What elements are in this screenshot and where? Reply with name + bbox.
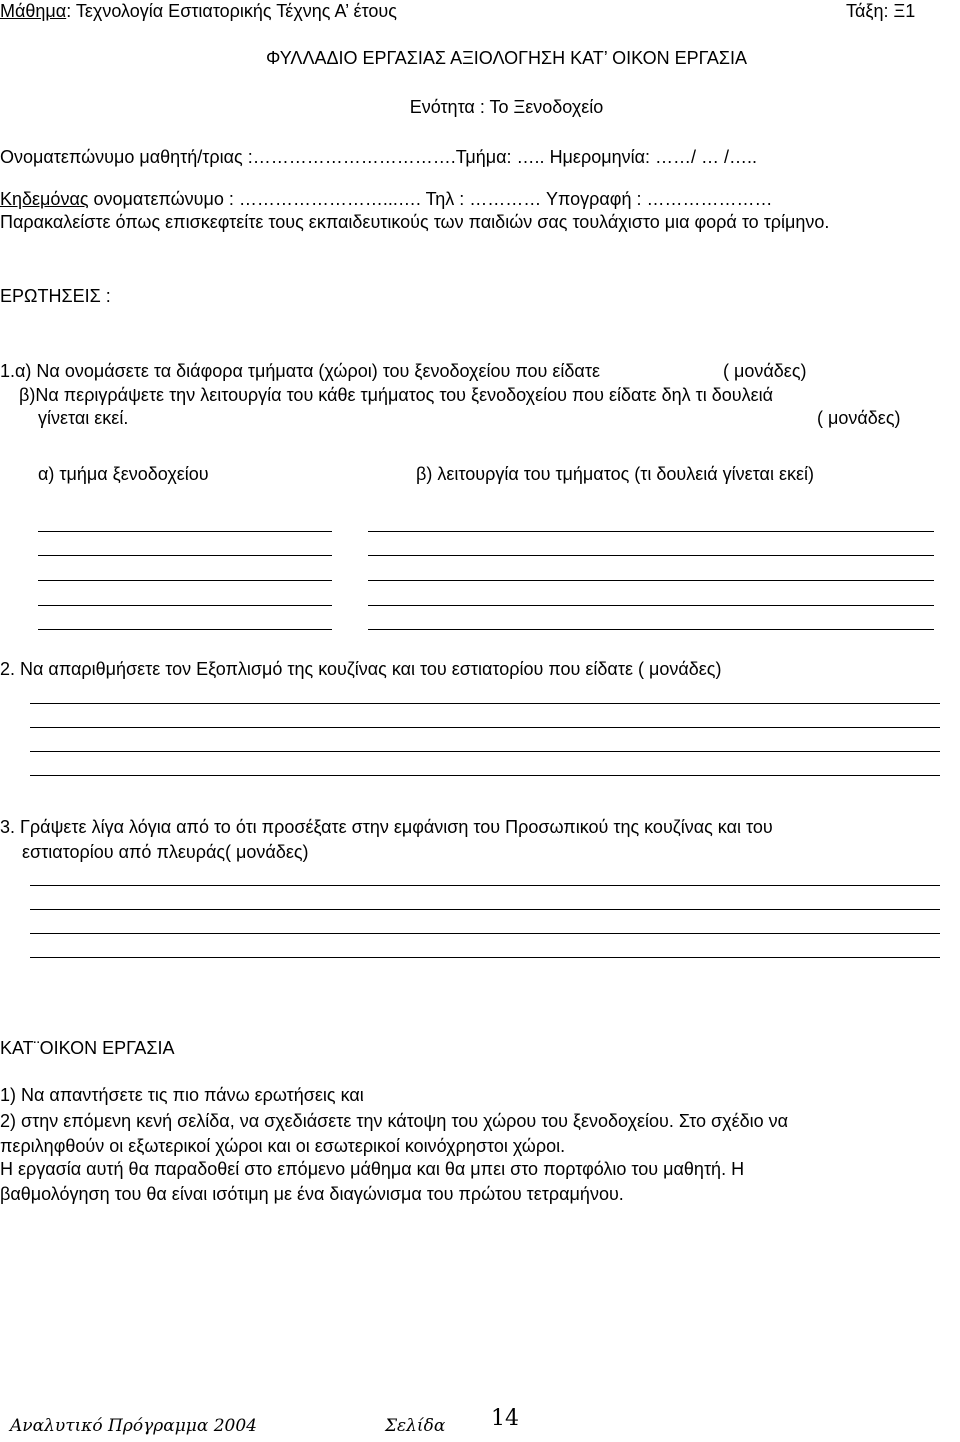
homework-heading: ΚΑΤ¨ΟΙΚΟΝ ΕΡΓΑΣΙΑ	[0, 1038, 175, 1058]
homework-item-2-line-1: 2) στην επόμενη κενή σελίδα, να σχεδιάσετε την κάτοψη του χώρου του ξενοδοχείου. Στο σχέδιο να	[0, 1111, 789, 1131]
q3-answer-line[interactable]	[30, 885, 940, 886]
footer-page-label: Σελίδα	[385, 1416, 446, 1436]
homework-paragraph-line-2: βαθμολόγηση του θα είναι ισότιμη με ένα διαγώνισμα του πρώτου τετραμήνου.	[0, 1184, 624, 1204]
q2-answer-line[interactable]	[30, 727, 940, 728]
q2-answer-line[interactable]	[30, 703, 940, 704]
class-label: Τάξη: Ξ1	[846, 1, 916, 21]
q1b-text: β)Να περιγράψετε την λειτουργία του κάθε τμήματος του ξενοδοχείου που είδατε δηλ τι δουλειά	[19, 385, 774, 405]
q3-answer-line[interactable]	[30, 909, 940, 910]
q1a-answer-line[interactable]	[38, 629, 332, 630]
col-b-header: β) λειτουργία του τμήματος (τι δουλειά γίνεται εκεί)	[416, 464, 814, 484]
q1a-answer-line[interactable]	[38, 580, 332, 581]
footer-page-number: 14	[491, 1406, 519, 1431]
q1b-answer-line[interactable]	[368, 580, 934, 581]
worksheet-title: ΦΥΛΛΑΔΙΟ ΕΡΓΑΣΙΑΣ ΑΞΙΟΛΟΓΗΣΗ ΚΑΤ’ ΟΙΚΟΝ ΕΡΓΑΣΙΑ	[265, 48, 748, 68]
student-info-line: Ονοματεπώνυμο μαθητή/τριας :…………………………….Τμήμα: ….. Ημερομηνία: ……/ … /…..	[0, 147, 758, 167]
q2-answer-line[interactable]	[30, 775, 940, 776]
guardian-info-line	[0, 188, 772, 210]
q1a-text: 1.α) Να ονομάσετε τα διάφορα τμήματα (χώροι) του ξενοδοχείου που είδατε	[0, 361, 600, 381]
subject-text: : Τεχνολογία Εστιατορικής Τέχνης Α’ έτους	[66, 1, 397, 21]
q1b-answer-line[interactable]	[368, 629, 934, 630]
q1b-text-cont: γίνεται εκεί.	[38, 408, 129, 428]
homework-item-1: 1) Να απαντήσετε τις πιο πάνω ερωτήσεις και	[0, 1085, 364, 1105]
homework-paragraph-line-1: Η εργασία αυτή θα παραδοθεί στο επόμενο μάθημα και θα μπει στο πορτφόλιο του μαθητή. Η	[0, 1159, 745, 1179]
q1a-answer-line[interactable]	[38, 531, 332, 532]
homework-item-2-line-2: περιληφθούν οι εξωτερικοί χώροι και οι εσωτερικοί κοινόχρηστοι χώροι.	[0, 1136, 566, 1156]
subject-line	[0, 0, 397, 22]
subject-label: Μάθημα	[0, 1, 67, 21]
q1a-answer-line[interactable]	[38, 555, 332, 556]
q3-text-cont: εστιατορίου από πλευράς( μονάδες)	[22, 842, 309, 862]
q1b-answer-line[interactable]	[368, 531, 934, 532]
questions-heading: ΕΡΩΤΗΣΕΙΣ :	[0, 286, 111, 306]
unit-title: Ενότητα : Το Ξενοδοχείο	[409, 97, 604, 117]
q1b-points: ( μονάδες)	[817, 408, 901, 428]
q1b-answer-line[interactable]	[368, 605, 934, 606]
q3-answer-line[interactable]	[30, 933, 940, 934]
guardian-rest: ονοματεπώνυμο : ……………………...…. Τηλ : ………… Υπογραφή : …………………	[88, 189, 773, 209]
q2-text: 2. Να απαριθμήσετε τον Εξοπλισμό της κουζίνας και του εστιατορίου που είδατε ( μονάδες)	[0, 659, 722, 679]
q3-answer-line[interactable]	[30, 957, 940, 958]
q1a-points: ( μονάδες)	[723, 361, 807, 381]
col-a-header: α) τμήμα ξενοδοχείου	[38, 464, 209, 484]
guardian-label: Κηδεμόνας	[0, 189, 89, 209]
parent-note: Παρακαλείστε όπως επισκεφτείτε τους εκπαιδευτικούς των παιδιών σας τουλάχιστο μια φορά το τρίμηνο.	[0, 212, 830, 232]
q2-answer-line[interactable]	[30, 751, 940, 752]
q3-text: 3. Γράψετε λίγα λόγια από το ότι προσέξατε στην εμφάνιση του Προσωπικού της κουζίνας και του	[0, 817, 773, 837]
footer-program: Αναλυτικό Πρόγραμμα 2004	[10, 1416, 257, 1436]
q1a-answer-line[interactable]	[38, 605, 332, 606]
q1b-answer-line[interactable]	[368, 555, 934, 556]
